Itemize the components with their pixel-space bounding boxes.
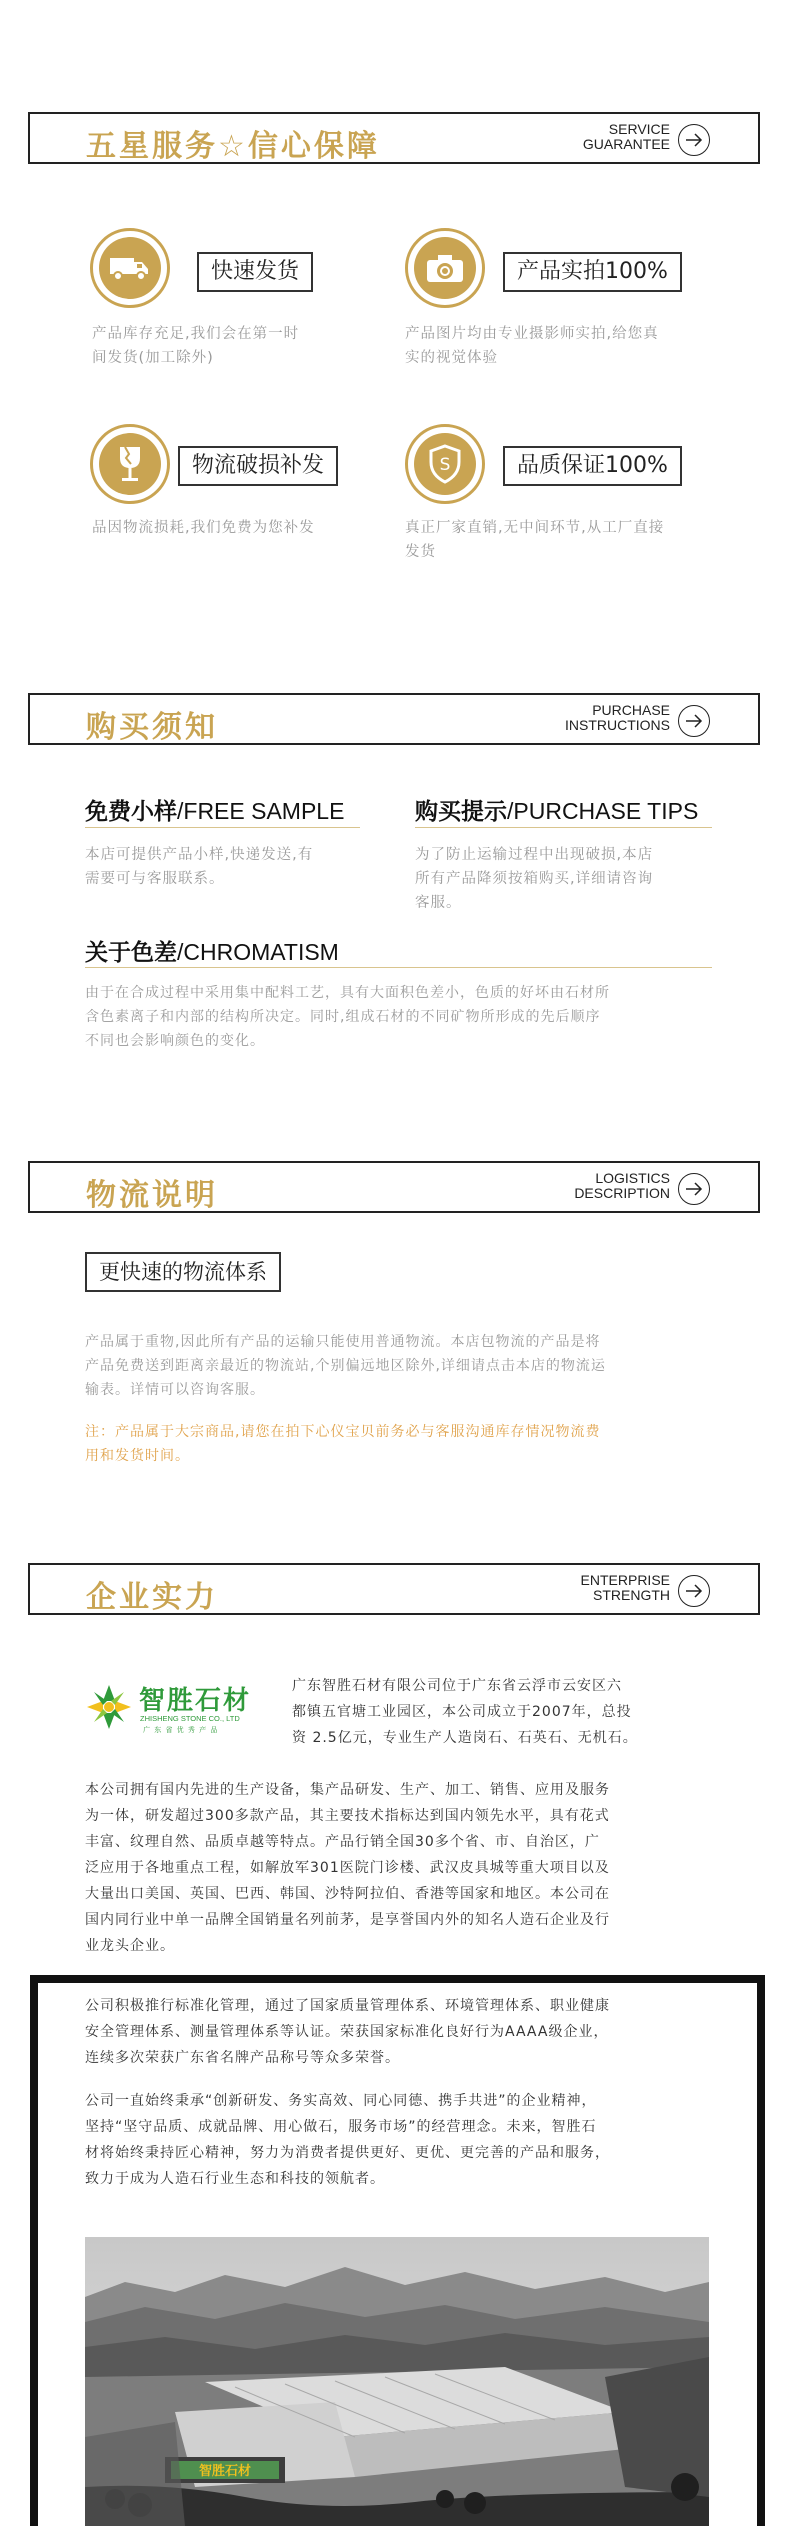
service-en-line2: GUARANTEE (582, 136, 670, 152)
fast-delivery-desc-line1: 产品库存充足,我们会在第一时 (92, 326, 300, 342)
damage-reissue-label: 物流破损补发 (178, 446, 338, 486)
company-p1-line: 大量出口美国、英国、巴西、韩国、沙特阿拉伯、香港等国家和地区。本公司在 (85, 1886, 610, 1902)
company-p2-line: 公司积极推行标准化管理，通过了国家质量管理体系、环境管理体系、职业健康 (85, 1998, 610, 2014)
free-sample-underline (85, 827, 360, 828)
svg-text:S: S (439, 455, 451, 475)
free-sample-heading-en: /FREE SAMPLE (177, 798, 345, 824)
logistics-title: 物流说明 (86, 1178, 218, 1213)
truck-icon (90, 228, 170, 308)
company-en-line1: ENTERPRISE (580, 1572, 670, 1588)
free-sample-line2: 需要可与客服联系。 (85, 871, 225, 887)
company-p1-line: 丰富、纹理自然、品质卓越等特点。产品行销全国30多个省、市、自治区，广 (85, 1834, 600, 1850)
fragile-glass-icon (90, 424, 170, 504)
fast-delivery-desc-line2: 间发货(加工除外) (92, 350, 214, 366)
purchase-tips-line2: 所有产品降须按箱购买,详细请咨询 (415, 871, 654, 887)
purchase-en-line1: PURCHASE (592, 702, 670, 718)
damage-reissue-desc-line1: 品因物流损耗,我们免费为您补发 (92, 520, 315, 536)
photo-real-desc (405, 322, 659, 370)
free-sample-line1: 本店可提供产品小样,快递发送,有 (85, 847, 314, 863)
company-intro (292, 1673, 712, 1751)
arrow-right-circle-icon[interactable] (678, 1173, 710, 1205)
free-sample-heading (85, 793, 344, 826)
company-p2-line: 连续多次荣获广东省名牌产品称号等众多荣誉。 (85, 2050, 400, 2066)
chromatism-line3: 不同也会影响颜色的变化。 (85, 1033, 265, 1049)
damage-reissue-desc (92, 516, 315, 540)
company-logo (85, 1680, 270, 1740)
company-p1-line: 为一体，研发超过300多款产品，其主要技术指标达到国内领先水平，具有花式 (85, 1808, 610, 1824)
company-paragraph-3 (85, 2088, 715, 2192)
logistics-line2: 产品免费送到距离亲最近的物流站,个别偏远地区除外,详细请点击本店的物流运 (85, 1358, 606, 1374)
purchase-en-title (565, 703, 670, 733)
purchase-tips-heading-en: /PURCHASE TIPS (507, 798, 699, 824)
logistics-notice (85, 1420, 715, 1468)
company-p3-line: 公司一直始终秉承“创新研发、务实高效、同心同德、携手共进”的企业精神， (85, 2093, 597, 2109)
logo-emblem-icon (85, 1683, 133, 1731)
company-p3-line: 坚持“坚守品质、成就品牌、用心做石，服务市场”的经营理念。未来，智胜石 (85, 2119, 597, 2135)
service-en-line1: SERVICE (608, 121, 670, 137)
logistics-text (85, 1330, 715, 1402)
logistics-notice-line1: 注：产品属于大宗商品,请您在拍下心仪宝贝前务必与客服沟通库存情况物流费 (85, 1424, 601, 1440)
company-intro-line3: 资 2.5亿元，专业生产人造岗石、石英石、无机石。 (292, 1730, 638, 1746)
company-paragraph-1 (85, 1777, 715, 1959)
chromatism-line1: 由于在合成过程中采用集中配料工艺，具有大面积色差小，色质的好坏由石材所 (85, 985, 610, 1001)
company-p1-line: 本公司拥有国内先进的生产设备，集产品研发、生产、加工、销售、应用及服务 (85, 1782, 610, 1798)
logistics-en-line2: DESCRIPTION (574, 1185, 670, 1201)
purchase-tips-heading (415, 793, 698, 826)
arrow-right-circle-icon[interactable] (678, 124, 710, 156)
company-p1-line: 泛应用于各地重点工程，如解放军301医院门诊楼、武汉皮具城等重大项目以及 (85, 1860, 610, 1876)
shield-s-icon (405, 424, 485, 504)
quality-guarantee-desc (405, 516, 664, 564)
purchase-en-line2: INSTRUCTIONS (565, 717, 670, 733)
factory-sign-text: 智胜石材 (198, 2464, 252, 2479)
photo-real-desc-line1: 产品图片均由专业摄影师实拍,给您真 (405, 326, 659, 342)
free-sample-text (85, 843, 375, 891)
free-sample-heading-zh: 免费小样 (85, 799, 177, 825)
company-header (28, 1563, 760, 1615)
company-p2-line: 安全管理体系、测量管理体系等认证。荣获国家标准化良好行为AAAA级企业， (85, 2024, 609, 2040)
purchase-header (28, 693, 760, 745)
company-title: 企业实力 (86, 1580, 218, 1615)
chromatism-heading (85, 934, 339, 967)
arrow-right-circle-icon[interactable] (678, 705, 710, 737)
company-p3-line: 致力于成为人造石行业生态和科技的领航者。 (85, 2171, 385, 2187)
quality-guarantee-label: 品质保证100% (503, 446, 682, 486)
company-en-line2: STRENGTH (593, 1587, 670, 1603)
logistics-en-title (574, 1171, 670, 1201)
company-p3-line: 材将始终秉持匠心精神，努力为消费者提供更好、更优、更完善的产品和服务， (85, 2145, 610, 2161)
logo-name: 智胜石材 (139, 1686, 252, 1716)
factory-aerial-photo (85, 2237, 709, 2526)
purchase-tips-underline (415, 827, 712, 828)
service-en-title (583, 122, 670, 152)
logo-en: ZHISHENG STONE CO., LTD (140, 1714, 240, 1723)
company-paragraph-2 (85, 1993, 715, 2071)
quality-guarantee-desc-line1: 真正厂家直销,无中间环节,从工厂直接 (405, 520, 665, 536)
logistics-line1: 产品属于重物,因此所有产品的运输只能使用普通物流。本店包物流的产品是将 (85, 1334, 601, 1350)
purchase-tips-line1: 为了防止运输过程中出现破损,本店 (415, 847, 654, 863)
chromatism-text (85, 981, 715, 1053)
purchase-tips-text (415, 843, 715, 915)
purchase-tips-line3: 客服。 (415, 895, 462, 911)
chromatism-heading-en: /CHROMATISM (177, 939, 339, 965)
fast-delivery-label: 快速发货 (197, 252, 313, 292)
company-intro-line1: 广东智胜石材有限公司位于广东省云浮市云安区六 (292, 1678, 622, 1694)
logistics-en-line1: LOGISTICS (595, 1170, 670, 1186)
service-title: 五星服务☆信心保障 (86, 129, 380, 164)
purchase-title: 购买须知 (86, 710, 218, 745)
quality-guarantee-desc-line2: 发货 (405, 544, 436, 560)
logistics-system-label: 更快速的物流体系 (85, 1252, 281, 1292)
logistics-line3: 输表。详情可以咨询客服。 (85, 1382, 265, 1398)
camera-icon (405, 228, 485, 308)
company-en-title (581, 1573, 670, 1603)
purchase-tips-heading-zh: 购买提示 (415, 799, 507, 825)
logistics-header (28, 1161, 760, 1213)
chromatism-line2: 含色素离子和内部的结构所决定。同时,组成石材的不同矿物所形成的先后顺序 (85, 1009, 601, 1025)
photo-real-desc-line2: 实的视觉体验 (405, 350, 498, 366)
arrow-right-circle-icon[interactable] (678, 1575, 710, 1607)
factory-photo-drawing (85, 2237, 709, 2526)
fast-delivery-desc (92, 322, 299, 370)
chromatism-heading-zh: 关于色差 (85, 940, 177, 966)
company-intro-line2: 都镇五官塘工业园区，本公司成立于2007年，总投 (292, 1704, 632, 1720)
logistics-notice-line2: 用和发货时间。 (85, 1448, 190, 1464)
photo-real-label: 产品实拍100% (503, 252, 682, 292)
chromatism-underline (85, 967, 712, 968)
logo-sub: 广 东 省 优 秀 产 品 (143, 1726, 219, 1734)
company-p1-line: 国内同行业中单一品牌全国销量名列前茅，是享誉国内外的知名人造石企业及行 (85, 1912, 610, 1928)
company-p1-line: 业龙头企业。 (85, 1938, 175, 1954)
service-header (28, 112, 760, 164)
